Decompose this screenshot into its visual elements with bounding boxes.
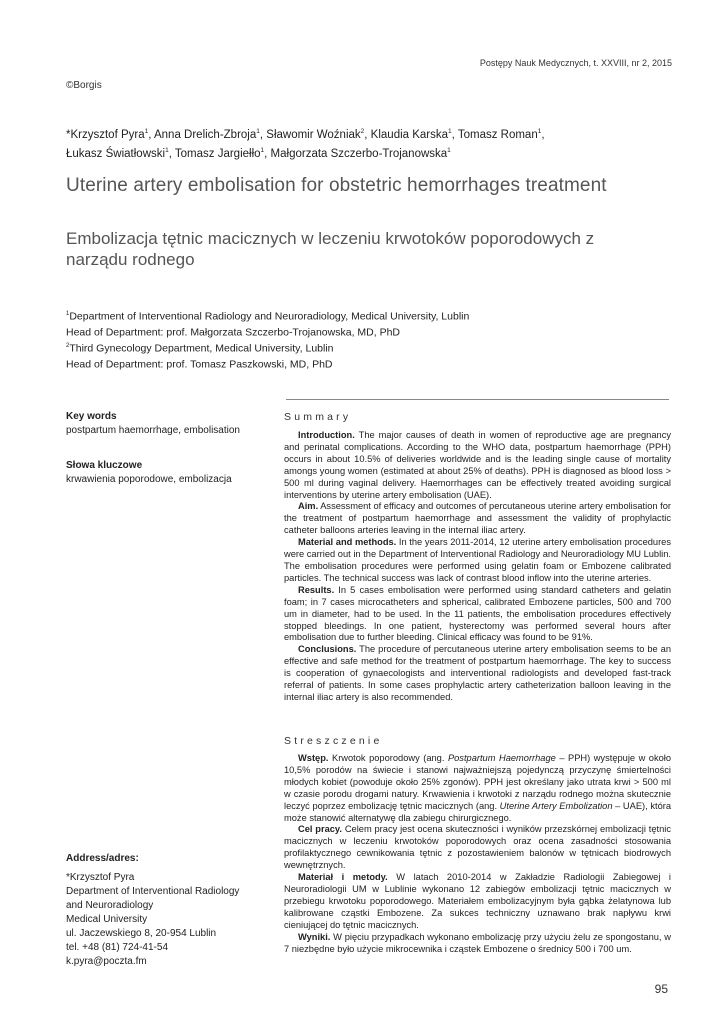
affiliation-line: Head of Department: prof. Małgorzata Szczerbo-Trojanowska, MD, PhD [66, 326, 400, 339]
summary-paragraph: Introduction. The major causes of death in women of reproductive age are pregnancy and perinatal complications. According to the WHO data, postpartum haemorrhage (PPH) occurs in about 10.5% of deliveries worldwide and is the leading single cause of mortality amongs young women (estimated at about 25% of deaths). PPH is diagnosed as blood loss > 500 ml during vaginal delivery. Haemorrhages can be effectively treated avoiding surgical interventions by uterine artery embolisation (UAE). [284, 430, 671, 500]
summary-paragraph: Material and methods. In the years 2011-2014, 12 uterine artery embolisation procedures were carried out in the Department of Interventional Radiology and Neuroradiology MU Lublin. The embolisation procedures were performed using gelatin foam or Embozene calibrated particles. The technical success was lack of contrast blood inflow into the uterine arteries. [284, 537, 672, 583]
address-block [66, 852, 266, 969]
keywords-text: postpartum haemorrhage, embolisation [66, 425, 240, 436]
streszczenie-paragraph: Cel pracy. Celem pracy jest ocena skuteczności i wyników przezskórnej embolizacji tętnic macicznych w leczeniu krwotoków poporodowych oraz ocena zasadności stosowania profilaktycznego cewnikowania tętnic z pozostawieniem balonów w tętnicach biodrowych wewnętrznych. [284, 824, 671, 871]
keywords-block [66, 410, 266, 438]
summary-paragraph: Results. In 5 cases embolisation were performed using standard catheters and gelatin foam; in 7 cases microcatheters and spherical, calibrated Embozene particles, 500 and 700 um in diameter, had to be used. In the 11 patients, the embolisation procedures effectively stopped bleedings. In one patient, hysterectomy was performed several hours after embolisation due to further bleeding. Clinical efficacy was found to be 91%. [284, 584, 671, 643]
address-line: tel. +48 (81) 724-41-54 [66, 942, 169, 953]
journal-header: Postępy Nauk Medycznych, t. XXVIII, nr 2, 2015 [479, 58, 672, 68]
affiliations [66, 308, 666, 372]
address-line: and Neuroradiology [66, 900, 154, 911]
summary-body [284, 430, 671, 704]
address-line: Department of Interventional Radiology [66, 886, 240, 897]
streszczenie-body [284, 753, 671, 955]
slowa-kluczowe-block [66, 459, 266, 487]
author-line-1: *Krzysztof Pyra$^1$, Anna Drelich-Zbroja$^1$, Sławomir Woźniak$^2$, Klaudia Karska$^1$, Tomasz Roman$^1$, [66, 128, 545, 141]
affiliation-line: $^1$Department of Interventional Radiology and Neuroradiology, Medical University, Lublin [66, 310, 470, 323]
summary-paragraph: Conclusions. The procedure of percutaneous uterine artery embolisation seems to be an effective and safe method for the treatment of postpartum haemorrhage. The key to success is cooperation of gynaecologists and interventional radiologists and developed fast-track referral of patients. In some cases prophylactic artery catheterization balloon leaving in the internal iliac artery is also recommended. [284, 644, 671, 702]
streszczenie-paragraph: Wyniki. W pięciu przypadkach wykonano embolizację przy użyciu żelu ze spongostanu, w 7 niezbędne było użycie mikrocewnika i cząstek Embozene o średnicy 500 i 700 um. [284, 931, 671, 954]
article-title-pl: Embolizacja tętnic macicznych w leczeniu krwotoków poporodowych z narządu rodnego [66, 229, 595, 269]
address-email: k.pyra@poczta.fm [66, 956, 147, 967]
slowa-kluczowe-text: krwawienia poporodowe, embolizacja [66, 474, 232, 485]
page-number: 95 [654, 982, 668, 996]
summary-heading: Summary [284, 411, 352, 423]
address-line: ul. Jaczewskiego 8, 20-954 Lublin [66, 928, 217, 939]
keywords-heading: Key words [66, 411, 117, 422]
streszczenie-heading: Streszczenie [284, 735, 383, 747]
summary-paragraph: Aim. Assessment of efficacy and outcomes of percutaneous uterine artery embolisation for the treatment of postpartum haemorrhage and assessment the validity of prophylactic catheter balloons arteries leaving in the internal iliac artery. [284, 501, 671, 536]
streszczenie-paragraph: Materiał i metody. W latach 2010-2014 w Zakładzie Radiologii Zabiegowej i Neuroradiologii UM w Lublinie wykonano 12 zabiegów embolizacji tętnic macicznych w przebiegu krwotoku poporodowego. Materiałem embolizacyjnym była gąbka żelatynowa lub kalibrowane cząstki Embozene. Za sukces techniczny uznawano brak napływu krwi cieniującej do tętnic macicznych. [284, 872, 671, 930]
divider [286, 399, 669, 400]
author: *Krzysztof Pyra [66, 128, 145, 141]
publisher-label: ©Borgis [66, 80, 102, 91]
affiliation-line: Head of Department: prof. Tomasz Paszkowski, MD, PhD [66, 358, 333, 371]
address-line: Medical University [66, 914, 148, 925]
slowa-kluczowe-heading: Słowa kluczowe [66, 460, 143, 471]
address-line: *Krzysztof Pyra [66, 872, 135, 883]
address-heading: Address/adres: [66, 853, 139, 864]
author-list [66, 124, 666, 162]
streszczenie-paragraph: Wstęp. Krwotok poporodowy (ang. Postpartum Haemorrhage – PPH) występuje w około 10,5% porodów na świecie i stanowi najważniejszą pojedynczą przyczynę śmiertelności młodych kobiet (powoduje około 25% zgonów). PPH jest określany jako utrata krwi > 500 ml w czasie porodu drogami natury. Krwawienia i krwotoki z narządu rodnego można skutecznie leczyć poprzez embolizację tętnic macicznych (ang. Uterine Artery Embolization – UAE), która może stanowić alternatywę dla zabiegu chirurgicznego. [284, 753, 672, 823]
affiliation-line: $^2$Third Gynecology Department, Medical University, Lublin [66, 342, 334, 355]
author-line-2: Łukasz Światłowski$^1$, Tomasz Jargiełło$^1$, Małgorzata Szczerbo-Trojanowska$^1$ [66, 146, 451, 160]
article-title-en: Uterine artery embolisation for obstetric hemorrhages treatment [66, 175, 607, 196]
